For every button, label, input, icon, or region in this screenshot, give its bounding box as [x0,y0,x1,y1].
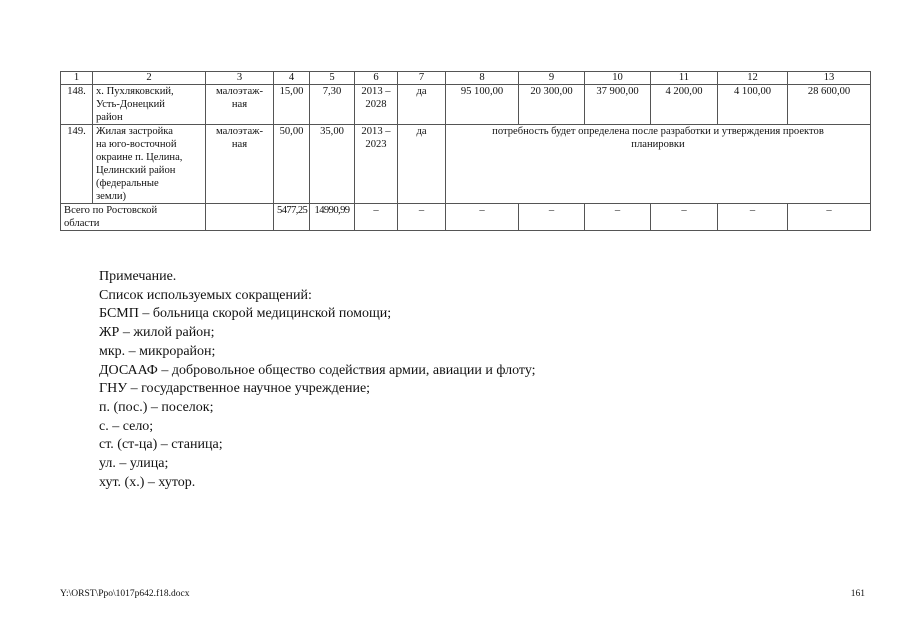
cell-col11: 4 200,00 [651,85,718,125]
cell-col7: да [398,125,446,204]
total-dash: – [398,204,446,231]
location-line: земли) [96,191,127,202]
building-type-line: малоэтаж- [216,126,263,137]
total-dash: – [585,204,651,231]
page-number: 161 [850,589,865,599]
column-header: 5 [310,72,355,85]
table-header-row [61,72,871,85]
cell-col5: 7,30 [310,85,355,125]
column-header: 1 [61,72,93,85]
cell-col7: да [398,85,446,125]
total-dash: – [718,204,788,231]
cell-col4: 50,00 [274,125,310,204]
table-row [61,125,871,204]
notes-section [99,268,536,492]
period-line: 2013 – [361,126,391,137]
cell-col9: 20 300,00 [519,85,585,125]
total-dash: – [519,204,585,231]
abbreviation-item: с. – село; [99,418,154,434]
location-line: (федеральные [96,178,159,189]
period-line: 2013 – [361,86,391,97]
column-header: 10 [585,72,651,85]
cell-col5: 35,00 [310,125,355,204]
location-line: Целинский район [96,165,176,176]
empty-cell [206,204,274,231]
total-label-line: области [64,218,100,229]
row-number: 148. [61,85,93,125]
abbreviation-item: п. (пос.) – поселок; [99,399,214,415]
column-header: 13 [788,72,871,85]
building-type-cell [206,85,274,125]
merged-note-cell [446,125,871,204]
building-type-line: малоэтаж- [216,86,263,97]
column-header: 9 [519,72,585,85]
column-header: 8 [446,72,519,85]
cell-col10: 37 900,00 [585,85,651,125]
total-label-cell [61,204,206,231]
column-header: 6 [355,72,398,85]
table-row [61,85,871,125]
location-line: Жилая застройка [96,126,173,137]
column-header: 12 [718,72,788,85]
notes-title: Примечание. [99,269,177,284]
total-col5: 14990,99 [310,204,355,231]
notes-subtitle: Список используемых сокращений: [99,287,312,303]
total-row [61,204,871,231]
column-header: 3 [206,72,274,85]
total-dash: – [788,204,871,231]
location-cell [93,125,206,204]
data-table [60,71,871,231]
total-col4: 5477,25 [274,204,310,231]
total-dash: – [446,204,519,231]
abbreviation-item: мкр. – микрорайон; [99,343,216,359]
merged-note-line: потребность будет определена после разработки и утверждения проектов [492,126,824,137]
location-line: окраине п. Целина, [96,152,183,163]
building-type-line: ная [231,99,248,110]
column-header: 2 [93,72,206,85]
cell-col13: 28 600,00 [788,85,871,125]
cell-col12: 4 100,00 [718,85,788,125]
merged-note-line: планировки [631,139,685,150]
period-line: 2028 [365,99,387,110]
building-type-line: ная [231,139,248,150]
column-header: 7 [398,72,446,85]
abbreviation-item: БСМП – больница скорой медицинской помощи; [99,306,392,322]
total-dash: – [355,204,398,231]
period-cell [355,125,398,204]
row-number: 149. [61,125,93,204]
location-cell [93,85,206,125]
abbreviation-item: ЖР – жилой район; [99,325,215,341]
total-dash: – [651,204,718,231]
abbreviation-item: ст. (ст-ца) – станица; [99,437,223,453]
location-line: Усть-Донецкий [96,99,165,110]
abbreviation-item: ДОСААФ – добровольное общество содействия армии, авиации и флоту; [99,362,536,378]
period-cell [355,85,398,125]
cell-col8: 95 100,00 [446,85,519,125]
location-line: на юго-восточной [96,139,177,150]
location-line: х. Пухляковский, [96,86,174,97]
cell-col4: 15,00 [274,85,310,125]
abbreviation-item: ГНУ – государственное научное учреждение; [99,381,371,397]
total-label-line: Всего по Ростовской [64,205,158,216]
building-type-cell [206,125,274,204]
abbreviation-item: хут. (х.) – хутор. [99,474,196,490]
location-line: район [96,112,123,123]
column-header: 4 [274,72,310,85]
abbreviation-item: ул. – улица; [99,456,169,472]
footer-file-path: Y:\ORST\Ppo\1017p642.f18.docx [60,589,190,599]
period-line: 2023 [365,139,387,150]
column-header: 11 [651,72,718,85]
